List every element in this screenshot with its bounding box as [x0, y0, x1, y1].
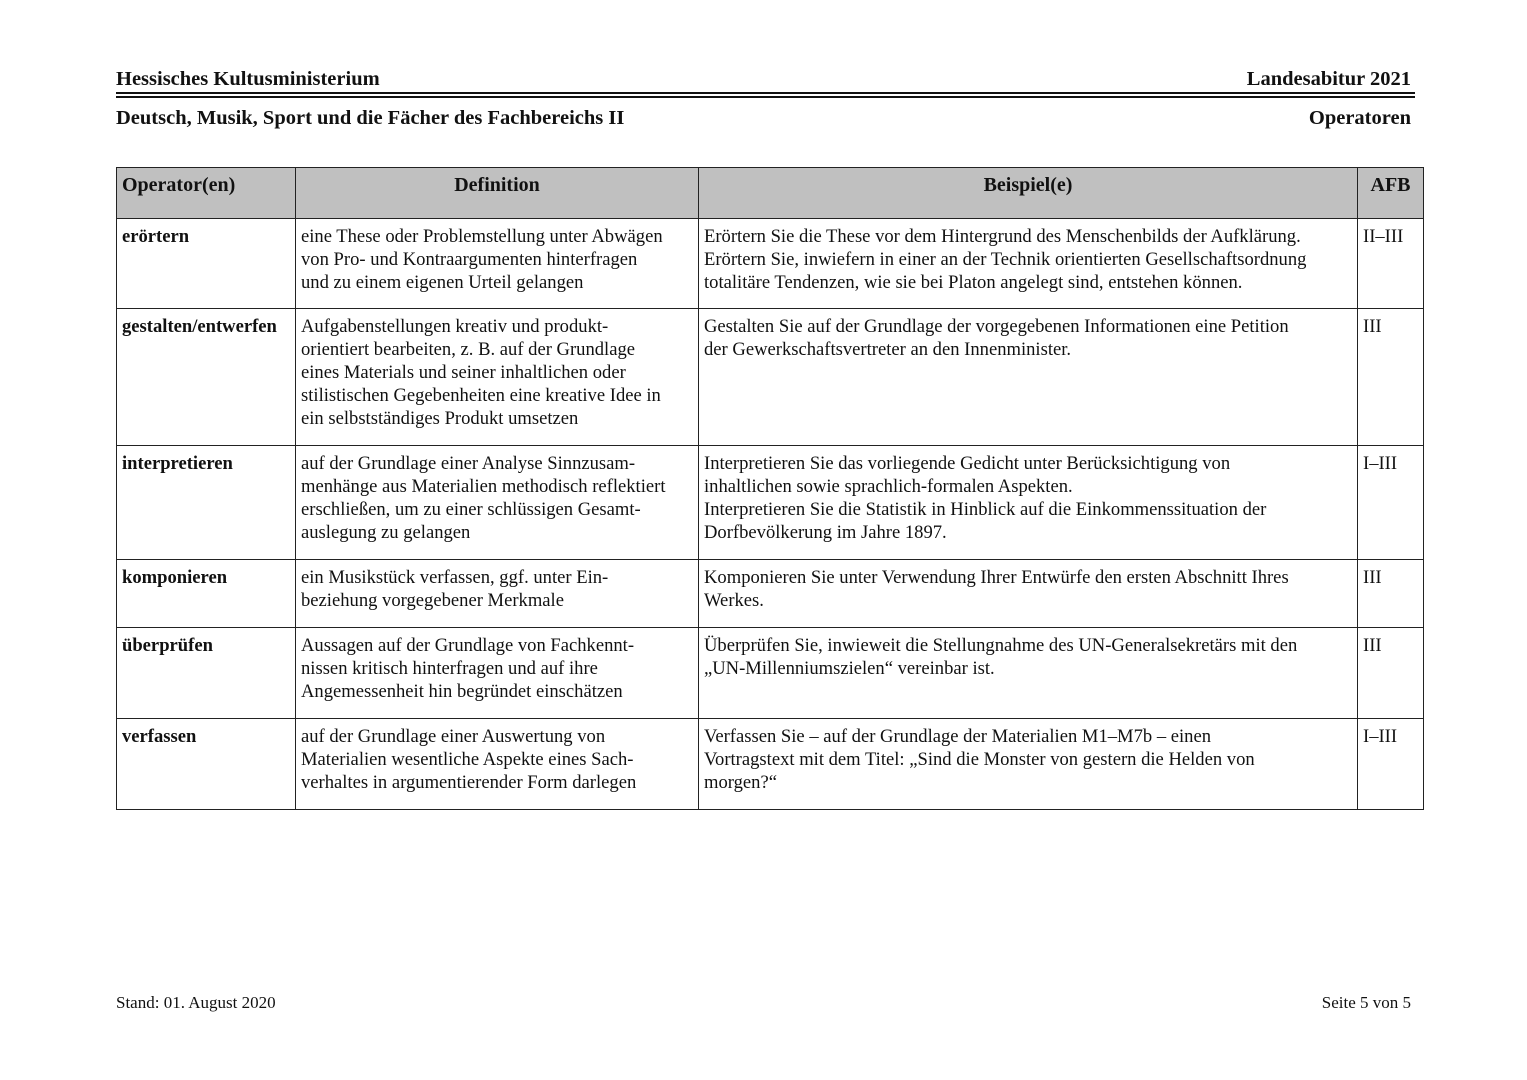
example-cell	[699, 309, 1358, 446]
definition-line: Angemessenheit hin begründet einschätzen	[301, 681, 623, 702]
org-name: Hessisches Kultusministerium	[116, 68, 380, 90]
definition-line: erschließen, um zu einer schlüssigen Gesamt-	[301, 499, 641, 520]
example-cell	[699, 219, 1358, 309]
example-line: morgen?“	[704, 772, 777, 793]
operator-cell: interpretieren	[117, 446, 296, 560]
definition-cell	[296, 309, 699, 446]
example-line: Werkes.	[704, 590, 764, 611]
example-line: Erörtern Sie, inwiefern in einer an der Technik orientierten Gesellschaftsordnung	[704, 249, 1307, 270]
table-row	[117, 560, 1424, 628]
definition-line: nissen kritisch hinterfragen und auf ihre	[301, 658, 598, 679]
afb-cell: III	[1358, 309, 1424, 446]
table-row	[117, 628, 1424, 719]
example-cell	[699, 719, 1358, 810]
definition-line: eine These oder Problemstellung unter Abwägen	[301, 226, 663, 247]
definition-line: orientiert bearbeiten, z. B. auf der Grundlage	[301, 339, 636, 360]
example-line: Gestalten Sie auf der Grundlage der vorgegebenen Informationen eine Petition	[704, 316, 1289, 337]
table-row	[117, 309, 1424, 446]
example-line: Interpretieren Sie das vorliegende Gedicht unter Berücksichtigung von	[704, 453, 1231, 474]
afb-cell: II–III	[1358, 219, 1424, 309]
example-cell	[699, 446, 1358, 560]
definition-line: und zu einem eigenen Urteil gelangen	[301, 272, 584, 293]
definition-cell	[296, 628, 699, 719]
definition-cell	[296, 560, 699, 628]
example-line: inhaltlichen sowie sprachlich-formalen Aspekten.	[704, 476, 1073, 497]
table-header-row	[117, 168, 1424, 219]
definition-line: verhaltes in argumentierender Form darlegen	[301, 772, 637, 793]
definition-cell	[296, 719, 699, 810]
example-line: Vortragstext mit dem Titel: „Sind die Monster von gestern die Helden von	[704, 749, 1255, 770]
example-line: Interpretieren Sie die Statistik in Hinblick auf die Einkommenssituation der	[704, 499, 1267, 520]
definition-cell	[296, 219, 699, 309]
example-cell	[699, 560, 1358, 628]
definition-line: menhänge aus Materialien methodisch reflektiert	[301, 476, 666, 497]
operator-cell: gestalten/entwerfen	[117, 309, 296, 446]
header-rule-top	[116, 92, 1415, 94]
exam-title: Landesabitur 2021	[1246, 68, 1411, 90]
afb-cell: III	[1358, 560, 1424, 628]
definition-line: eines Materials und seiner inhaltlichen oder	[301, 362, 626, 383]
table-row	[117, 219, 1424, 309]
definition-line: stilistischen Gegebenheiten eine kreative Idee in	[301, 385, 661, 406]
definition-line: auslegung zu gelangen	[301, 522, 471, 543]
definition-line: auf der Grundlage einer Auswertung von	[301, 726, 606, 747]
example-cell	[699, 628, 1358, 719]
table-row	[117, 719, 1424, 810]
example-line: der Gewerkschaftsvertreter an den Innenminister.	[704, 339, 1072, 360]
example-line: Verfassen Sie – auf der Grundlage der Materialien M1–M7b – einen	[704, 726, 1212, 747]
operator-cell: verfassen	[117, 719, 296, 810]
column-header-example: Beispiel(e)	[699, 168, 1358, 219]
operator-cell: komponieren	[117, 560, 296, 628]
operator-cell: erörtern	[117, 219, 296, 309]
definition-line: von Pro- und Kontraargumenten hinterfragen	[301, 249, 638, 270]
definition-line: ein selbstständiges Produkt umsetzen	[301, 408, 579, 429]
operator-cell: überprüfen	[117, 628, 296, 719]
example-line: Dorfbevölkerung im Jahre 1897.	[704, 522, 947, 543]
column-header-operator: Operator(en)	[117, 168, 296, 219]
subject-title: Deutsch, Musik, Sport und die Fächer des Fachbereichs II	[116, 107, 625, 129]
operators-table	[116, 167, 1424, 810]
definition-line: Materialien wesentliche Aspekte eines Sach-	[301, 749, 634, 770]
column-header-definition: Definition	[296, 168, 699, 219]
example-line: Überprüfen Sie, inwieweit die Stellungnahme des UN-Generalsekretärs mit den	[704, 635, 1298, 656]
table-row	[117, 446, 1424, 560]
example-line: „UN-Millenniumszielen“ vereinbar ist.	[704, 658, 995, 679]
example-line: Erörtern Sie die These vor dem Hintergrund des Menschenbilds der Aufklärung.	[704, 226, 1301, 247]
footer-date: Stand: 01. August 2020	[116, 993, 276, 1012]
section-title: Operatoren	[1308, 107, 1411, 129]
afb-cell: I–III	[1358, 719, 1424, 810]
definition-line: beziehung vorgegebener Merkmale	[301, 590, 564, 611]
definition-cell	[296, 446, 699, 560]
definition-line: Aussagen auf der Grundlage von Fachkennt-	[301, 635, 635, 656]
afb-cell: III	[1358, 628, 1424, 719]
example-line: totalitäre Tendenzen, wie sie bei Platon angelegt sind, entstehen können.	[704, 272, 1243, 293]
definition-line: Aufgabenstellungen kreativ und produkt-	[301, 316, 609, 337]
afb-cell: I–III	[1358, 446, 1424, 560]
column-header-afb: AFB	[1358, 168, 1424, 219]
definition-line: ein Musikstück verfassen, ggf. unter Ein-	[301, 567, 609, 588]
definition-line: auf der Grundlage einer Analyse Sinnzusam-	[301, 453, 636, 474]
header-rule-bottom	[116, 96, 1415, 98]
footer-page-number: Seite 5 von 5	[1321, 993, 1411, 1012]
example-line: Komponieren Sie unter Verwendung Ihrer Entwürfe den ersten Abschnitt Ihres	[704, 567, 1289, 588]
